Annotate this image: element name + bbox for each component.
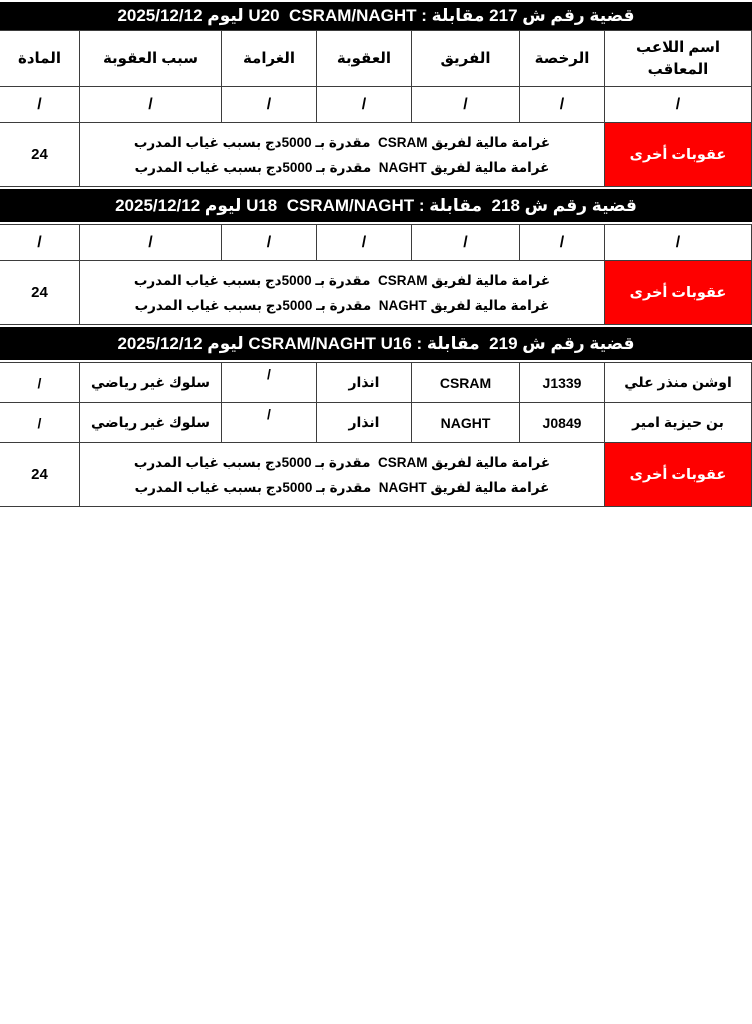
other-sanctions-cell: عقوبات أخرى: [605, 123, 752, 187]
empty-cell: /: [412, 225, 520, 261]
empty-cell: /: [412, 87, 520, 123]
col-header-sanction: العقوبة: [317, 31, 412, 87]
fines-detail-cell: [80, 261, 605, 325]
empty-cell: /: [222, 225, 317, 261]
col-header-player: [605, 31, 752, 87]
reason-cell: سلوك غير رياضي: [80, 363, 222, 403]
case-217-title-bar: قضية رقم ش 217 مقابلة : U20 CSRAM/NAGHT ليوم 2025/12/12: [0, 2, 752, 30]
col-header-article: المادة: [0, 31, 80, 87]
empty-cell: /: [80, 87, 222, 123]
article-cell: /: [0, 363, 80, 403]
case-217-empty-row: [0, 87, 752, 123]
empty-cell: /: [317, 225, 412, 261]
fine-line-csram: غرامة مالية لفريق CSRAM مقدرة بـ 5000دج بسبب غياب المدرب: [133, 272, 551, 288]
case-218-table: [0, 224, 752, 325]
empty-cell: /: [520, 225, 605, 261]
fines-detail-cell: [80, 123, 605, 187]
empty-cell: /: [317, 87, 412, 123]
article-cell: 24: [0, 443, 80, 507]
player-row: [0, 363, 752, 403]
team-cell: NAGHT: [412, 403, 520, 443]
empty-cell: /: [222, 87, 317, 123]
table-header-row: [0, 31, 752, 87]
team-cell: CSRAM: [412, 363, 520, 403]
empty-cell: /: [605, 225, 752, 261]
empty-cell: /: [0, 87, 80, 123]
license-cell: J1339: [520, 363, 605, 403]
other-sanctions-cell: عقوبات أخرى: [605, 443, 752, 507]
case-217-other-sanctions-row: [0, 123, 752, 187]
col-header-license: الرخصة: [520, 31, 605, 87]
fine-cell: /: [222, 403, 317, 443]
case-219-table: [0, 362, 752, 507]
col-header-fine: الغرامة: [222, 31, 317, 87]
case-218-empty-row: [0, 225, 752, 261]
fines-detail-cell: [80, 443, 605, 507]
fine-line-naght: غرامة مالية لفريق NAGHT مقدرة بـ 5000دج بسبب غياب المدرب: [134, 297, 550, 313]
license-cell: J0849: [520, 403, 605, 443]
fine-cell: /: [222, 363, 317, 403]
case-218-title-bar: قضية رقم ش 218 مقابلة : U18 CSRAM/NAGHT ليوم 2025/12/12: [0, 189, 752, 222]
empty-cell: /: [605, 87, 752, 123]
fine-line-naght: غرامة مالية لفريق NAGHT مقدرة بـ 5000دج بسبب غياب المدرب: [134, 159, 550, 175]
empty-cell: /: [0, 225, 80, 261]
fine-line-csram: غرامة مالية لفريق CSRAM مقدرة بـ 5000دج بسبب غياب المدرب: [133, 454, 551, 470]
fine-line-csram: غرامة مالية لفريق CSRAM مقدرة بـ 5000دج بسبب غياب المدرب: [133, 134, 551, 150]
reason-cell: سلوك غير رياضي: [80, 403, 222, 443]
case-219-other-sanctions-row: [0, 443, 752, 507]
article-cell: /: [0, 403, 80, 443]
case-218-other-sanctions-row: [0, 261, 752, 325]
case-219-title-bar: قضية رقم ش 219 مقابلة : CSRAM/NAGHT U16 ليوم 2025/12/12: [0, 327, 752, 360]
article-cell: 24: [0, 261, 80, 325]
col-header-team: الفريق: [412, 31, 520, 87]
sanction-cell: انذار: [317, 403, 412, 443]
empty-cell: /: [520, 87, 605, 123]
article-cell: 24: [0, 123, 80, 187]
case-217-table: [0, 30, 752, 187]
empty-cell: /: [80, 225, 222, 261]
other-sanctions-cell: عقوبات أخرى: [605, 261, 752, 325]
player-name-cell: اوشن منذر علي: [605, 363, 752, 403]
player-name-cell: بن حيزية امير: [605, 403, 752, 443]
fine-line-naght: غرامة مالية لفريق NAGHT مقدرة بـ 5000دج بسبب غياب المدرب: [134, 479, 550, 495]
col-header-reason: سبب العقوبة: [80, 31, 222, 87]
sanction-cell: انذار: [317, 363, 412, 403]
player-row: [0, 403, 752, 443]
col-header-player-label: اسم اللاعب المعاقب: [635, 38, 721, 78]
